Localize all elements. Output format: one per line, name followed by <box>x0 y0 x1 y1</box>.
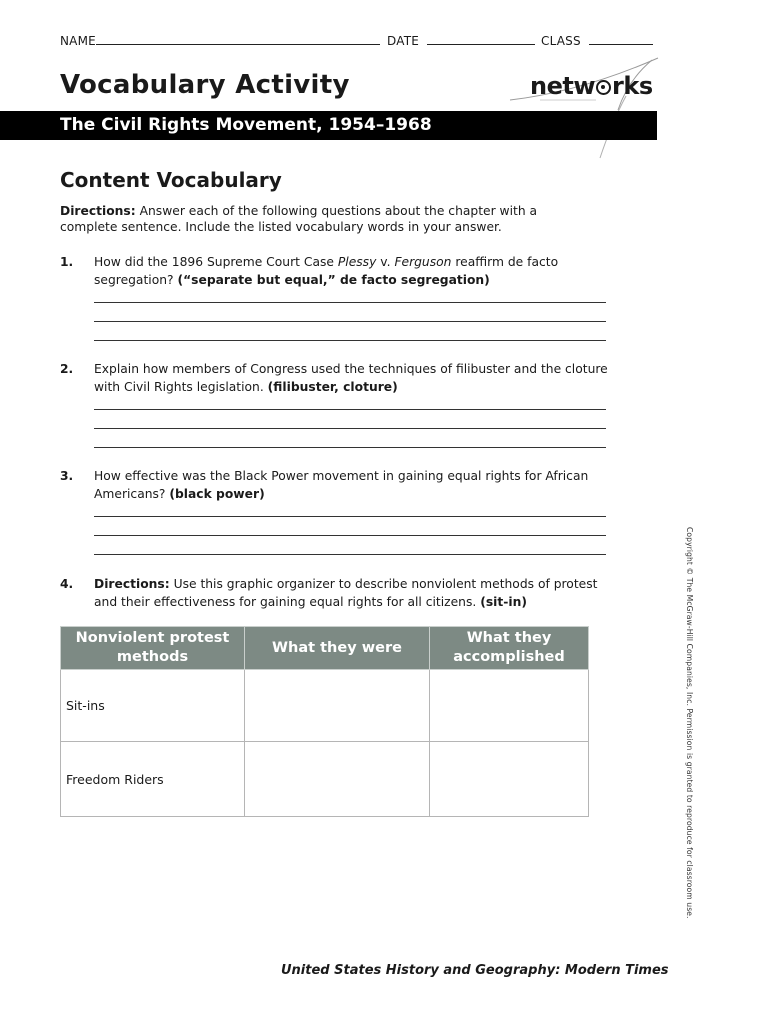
answer-cell[interactable] <box>245 670 430 742</box>
answer-cell[interactable] <box>430 742 589 817</box>
question-2 <box>60 360 610 400</box>
vocab-words: (filibuster, cloture) <box>267 380 398 394</box>
vocab-words: (“separate but equal,” de facto segregation) <box>177 273 490 287</box>
method-cell: Sit-ins <box>61 670 245 742</box>
logo-swoosh <box>500 52 670 162</box>
name-blank[interactable] <box>96 34 380 45</box>
table-row <box>61 670 589 742</box>
question-number: 2. <box>60 362 74 376</box>
question-3 <box>60 467 610 507</box>
copyright-text: Copyright © The McGraw-Hill Companies, Inc. Permission is granted to reproduce for classroom use. <box>685 527 694 919</box>
answer-cell[interactable] <box>245 742 430 817</box>
networks-logo <box>530 72 653 100</box>
question-number: 3. <box>60 469 74 483</box>
answer-cell[interactable] <box>430 670 589 742</box>
book-title-footer: United States History and Geography: Modern Times <box>281 963 669 978</box>
question-text: Directions: Use this graphic organizer to describe nonviolent methods of protest and their effectiveness for gaining equal rights for all citizens. (sit-in) <box>94 577 598 609</box>
answer-line[interactable] <box>94 302 606 303</box>
answer-line[interactable] <box>94 428 606 429</box>
answer-line[interactable] <box>94 535 606 536</box>
logo-o-icon <box>596 80 611 95</box>
vocab-words: (black power) <box>169 487 265 501</box>
answer-line[interactable] <box>94 409 606 410</box>
question-number: 1. <box>60 255 74 269</box>
directions-label: Directions: <box>60 204 136 218</box>
method-cell: Freedom Riders <box>61 742 245 817</box>
table-row <box>61 742 589 817</box>
column-header: What they were <box>245 627 430 670</box>
answer-line[interactable] <box>94 340 606 341</box>
directions <box>60 203 580 235</box>
name-field[interactable] <box>60 34 380 48</box>
vocab-words: (sit-in) <box>480 595 527 609</box>
column-header: Nonviolent protest methods <box>61 627 245 670</box>
class-label: CLASS <box>541 34 581 48</box>
name-label: NAME <box>60 34 96 48</box>
class-field[interactable] <box>541 34 653 48</box>
question-4 <box>60 575 610 615</box>
question-text: How effective was the Black Power movement in gaining equal rights for African Americans? (black power) <box>94 469 589 501</box>
answer-line[interactable] <box>94 516 606 517</box>
date-field[interactable] <box>387 34 535 48</box>
logo-text-end: rks <box>612 72 653 100</box>
class-blank[interactable] <box>589 34 653 45</box>
column-header: What they accomplished <box>430 627 589 670</box>
question-text: How did the 1896 Supreme Court Case Plessy v. Ferguson reaffirm de facto segregation? (“separate but equal,” de facto segregation) <box>94 255 559 287</box>
section-heading: Content Vocabulary <box>60 168 282 192</box>
answer-line[interactable] <box>94 321 606 322</box>
date-blank[interactable] <box>427 34 535 45</box>
page-title: Vocabulary Activity <box>60 70 350 100</box>
graphic-organizer-table <box>60 626 589 817</box>
answer-line[interactable] <box>94 554 606 555</box>
date-label: DATE <box>387 34 420 48</box>
logo-text-start: netw <box>530 72 596 100</box>
chapter-title-bar: The Civil Rights Movement, 1954–1968 <box>0 111 657 140</box>
table-header-row <box>61 627 589 670</box>
question-text: Explain how members of Congress used the techniques of filibuster and the cloture with Civil Rights legislation. (filibuster, cloture) <box>94 362 608 394</box>
question-1 <box>60 253 610 293</box>
directions-text: Answer each of the following questions about the chapter with a complete sentence. Include the listed vocabulary words in your answer. <box>60 204 538 234</box>
answer-line[interactable] <box>94 447 606 448</box>
question-number: 4. <box>60 577 74 591</box>
